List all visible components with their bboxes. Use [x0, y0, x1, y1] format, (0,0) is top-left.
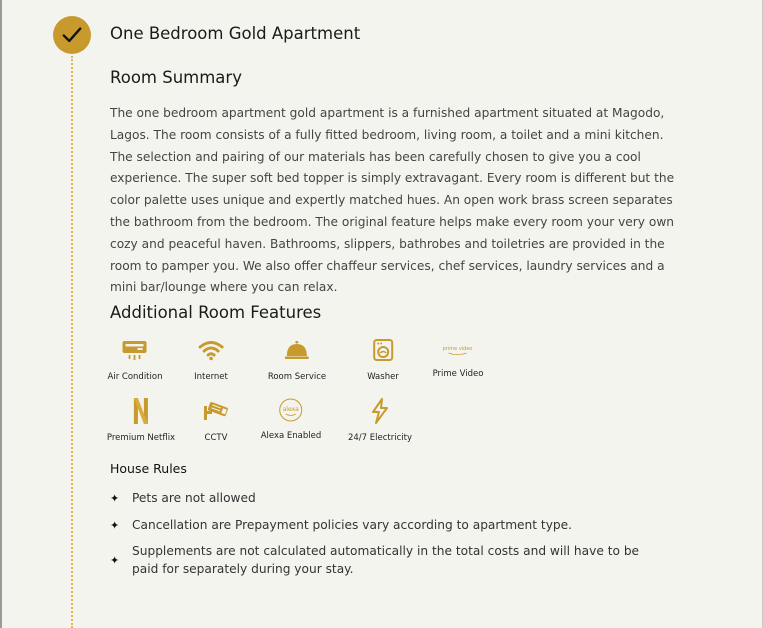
house-rule-item: ✦ Supplements are not calculated automatically in the total costs and will have to be paid for separately during your stay. — [110, 544, 640, 576]
feature-internet — [194, 338, 228, 382]
feature-room-service — [268, 338, 326, 382]
lightning-icon — [370, 398, 390, 424]
washing-machine-icon — [372, 338, 394, 362]
air-conditioner-icon — [122, 339, 148, 361]
alexa-icon — [278, 397, 304, 423]
sparkle-bullet-icon: ✦ — [110, 553, 120, 567]
svg-text:prime video: prime video — [443, 346, 473, 352]
feature-air-condition — [108, 338, 163, 382]
feature-alexa — [261, 397, 322, 441]
timeline-dotted-line — [71, 56, 73, 628]
room-summary-heading: Room Summary — [110, 68, 242, 87]
checkmark-icon — [61, 24, 83, 46]
feature-premium-netflix — [107, 397, 175, 443]
room-service-bell-icon — [284, 339, 310, 361]
feature-cctv — [202, 397, 230, 443]
svg-text:alexa: alexa — [282, 406, 300, 413]
feature-label: Washer — [367, 372, 399, 382]
left-frame-border — [0, 0, 2, 628]
house-rule-item: ✦ Cancellation are Prepayment policies vary according to apartment type. — [110, 518, 573, 532]
prime-video-icon — [441, 343, 475, 357]
features-heading: Additional Room Features — [110, 303, 322, 322]
feature-label: CCTV — [204, 433, 228, 443]
feature-label: Room Service — [267, 372, 327, 382]
feature-label: Internet — [194, 372, 228, 382]
step-complete-badge — [53, 16, 91, 54]
cctv-camera-icon — [202, 400, 230, 422]
netflix-icon — [132, 397, 150, 425]
wifi-icon — [198, 339, 224, 361]
apartment-title: One Bedroom Gold Apartment — [110, 24, 361, 43]
sparkle-bullet-icon: ✦ — [110, 491, 120, 505]
house-rule-item: ✦ Pets are not allowed — [110, 491, 256, 505]
feature-label: Prime Video — [432, 369, 484, 379]
feature-washer — [367, 338, 399, 382]
sparkle-bullet-icon: ✦ — [110, 518, 120, 532]
feature-prime-video — [433, 341, 484, 379]
feature-electricity — [348, 397, 412, 443]
feature-label: 24/7 Electricity — [347, 433, 413, 443]
room-summary-text: The one bedroom apartment gold apartment is a furnished apartment situated at Magodo, Lagos. The room consists of a fully fitted bedroom, living room, a toilet and a mini kitchen. The selection and pairing of our materials has been carefully chosen to give you a cool experience. The super soft bed topper is simply extravagant. Every room is different but the color palette uses unique and expertly matched hues. An open work brass screen separates the bathroom from the bedroom. The original feature helps make every room your very own cozy and peaceful haven. Bathrooms, slippers, bathrobes and toiletries are provided in the room to pamper you. We also offer chaffeur services, chef services, laundry services and a mini bar/lounge where you can relax. — [110, 106, 675, 295]
feature-label: Premium Netflix — [106, 433, 176, 443]
house-rules-heading: House Rules — [110, 461, 187, 476]
feature-label: Air Condition — [107, 372, 163, 382]
feature-label: Alexa Enabled — [260, 431, 322, 441]
